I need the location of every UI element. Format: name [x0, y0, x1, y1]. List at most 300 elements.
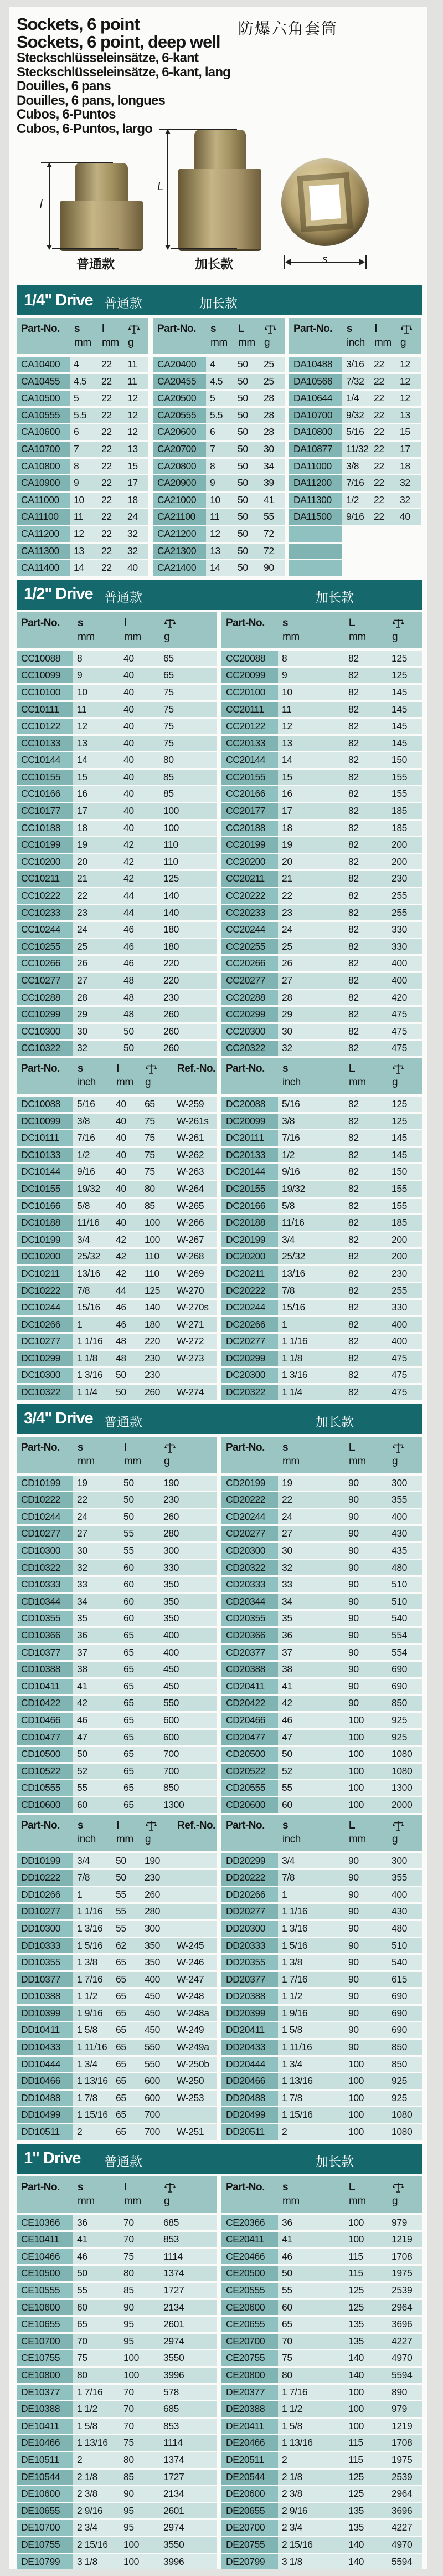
value-cell: 16: [278, 786, 344, 802]
table-row: [17, 526, 148, 542]
part-number-cell: DC10155: [17, 1181, 73, 1197]
part-number-cell: DC10200: [17, 1249, 73, 1264]
value-cell: 23: [73, 905, 120, 921]
part-number-cell: CD10466: [17, 1713, 73, 1728]
value-cell: 400: [388, 1317, 422, 1333]
value-cell: 700: [141, 2124, 173, 2140]
value-cell: 1 1/8: [73, 1351, 112, 1366]
value-cell: 7/32: [342, 374, 370, 390]
scale-icon: [164, 618, 176, 629]
value-cell: 5.5: [206, 408, 234, 423]
value-cell: 19/32: [73, 1181, 112, 1197]
part-number-cell: DC10144: [17, 1164, 73, 1180]
value-cell: 75: [159, 736, 217, 751]
column-unit: inch: [78, 1833, 96, 1845]
value-cell: 12: [278, 719, 344, 734]
value-cell: 155: [388, 786, 422, 802]
column-unit: g: [264, 337, 270, 349]
value-cell: 65: [112, 2040, 141, 2055]
table-row: [153, 493, 285, 508]
value-cell: 27: [73, 973, 120, 989]
value-cell: 400: [159, 1628, 217, 1643]
value-cell: 82: [344, 888, 388, 904]
value-cell: W-248: [173, 1989, 217, 2004]
value-cell: 1: [278, 1887, 344, 1903]
part-number-cell: CD20422: [222, 1696, 278, 1711]
table-row: [17, 2124, 217, 2140]
part-number-cell: DC20244: [222, 1300, 278, 1315]
part-number-cell: CE10700: [17, 2334, 73, 2349]
section-label-normal: 普通款: [104, 296, 142, 310]
table-row: [222, 1764, 422, 1779]
part-number-cell: DC10099: [17, 1114, 73, 1129]
value-cell: 3/4: [73, 1853, 112, 1869]
value-cell: 38: [73, 1662, 120, 1677]
value-cell: 29: [73, 1007, 120, 1022]
value-cell: 145: [388, 1148, 422, 1163]
part-number-cell: CC20200: [222, 854, 278, 870]
value-cell: 40: [120, 685, 159, 700]
value-cell: 11: [73, 702, 120, 718]
value-cell: 230: [159, 1492, 217, 1508]
part-number-cell: CE20366: [222, 2215, 278, 2231]
section-title: 1/2" Drive: [24, 585, 93, 603]
part-number-cell: DD10411: [17, 2022, 73, 2038]
table-row: [17, 1972, 217, 1988]
column-header: l: [116, 1062, 119, 1074]
column-unit: mm: [74, 337, 91, 349]
value-cell: 5/16: [73, 1097, 112, 1112]
column-unit: g: [164, 1455, 170, 1467]
value-cell: 1374: [159, 2266, 217, 2281]
part-number-cell: CC10111: [17, 702, 73, 718]
part-number-cell: DD20466: [222, 2073, 278, 2089]
value-cell: 40: [112, 1097, 141, 1112]
parts-table: [17, 1437, 217, 1815]
value-cell: 3/4: [73, 1232, 112, 1248]
drive-section: [17, 2144, 422, 2571]
value-cell: W-261s: [173, 1114, 217, 1129]
value-cell: 100: [344, 2107, 388, 2123]
value-cell: 13: [70, 544, 97, 559]
value-cell: 38: [278, 1662, 344, 1677]
value-cell: 350: [141, 1938, 173, 1954]
parts-table: [222, 1815, 422, 2142]
table-row: [222, 2452, 422, 2468]
section-label-deep: 加长款: [199, 296, 238, 310]
value-cell: 19: [73, 837, 120, 853]
value-cell: 100: [344, 2215, 388, 2231]
value-cell: 300: [388, 1853, 422, 1869]
value-cell: 24: [73, 1509, 120, 1525]
figure-label-deep: 加长款: [195, 257, 233, 271]
table-row: [222, 905, 422, 921]
part-number-cell: DC10166: [17, 1199, 73, 1214]
value-cell: 690: [388, 1662, 422, 1677]
value-cell: 7/16: [278, 1130, 344, 1146]
table-row: [17, 1594, 217, 1610]
ref-line-bottom-deep: [171, 248, 237, 249]
value-cell: 3550: [159, 2537, 217, 2553]
value-cell: 600: [159, 1730, 217, 1745]
value-cell: 13: [206, 544, 234, 559]
value-cell: 110: [159, 837, 217, 853]
weight-column-header: [159, 616, 217, 631]
value-cell: 32: [396, 475, 421, 491]
value-cell: 21: [278, 871, 344, 887]
value-cell: 85: [120, 2470, 159, 2485]
value-cell: 52: [73, 1764, 120, 1779]
value-cell: 2 9/16: [73, 2503, 120, 2519]
table-row: [222, 2503, 422, 2519]
table-row: [222, 1181, 422, 1197]
table-header: [17, 318, 148, 354]
table-row: [222, 2283, 422, 2298]
drive-section: [17, 580, 422, 1402]
table-row: [17, 1713, 217, 1728]
value-cell: 1 15/16: [73, 2107, 112, 2123]
section-title: 3/4" Drive: [24, 1410, 93, 1428]
value-cell: 1 9/16: [278, 2006, 344, 2021]
value-cell: 65: [120, 1764, 159, 1779]
value-cell: 55: [73, 2283, 120, 2298]
column-unit: mm: [78, 2195, 95, 2207]
table-row: [222, 2368, 422, 2383]
parts-table: [222, 612, 422, 1058]
value-cell: 65: [141, 1097, 173, 1112]
value-cell: 4.5: [206, 374, 234, 390]
part-number-cell: CC20100: [222, 685, 278, 700]
table-row: [17, 2073, 217, 2089]
value-cell: 1 1/2: [73, 2401, 120, 2417]
value-cell: 90: [344, 1696, 388, 1711]
value-cell: 850: [159, 1780, 217, 1796]
part-number-cell: CC20177: [222, 803, 278, 819]
part-number-cell: CD20377: [222, 1645, 278, 1661]
value-cell: 1 1/2: [278, 2401, 344, 2417]
table-row: [222, 2124, 422, 2140]
value-cell: [173, 1870, 217, 1886]
value-cell: W-249: [173, 2022, 217, 2038]
value-cell: 40: [120, 651, 159, 667]
value-cell: 41: [73, 2232, 120, 2247]
table-row: [17, 2435, 217, 2451]
value-cell: 19: [278, 1476, 344, 1491]
table-row: [17, 736, 217, 751]
value-cell: 9/16: [342, 509, 370, 525]
value-cell: 82: [344, 702, 388, 718]
value-cell: 42: [112, 1249, 141, 1264]
column-unit: [17, 1455, 73, 1468]
column-header: l: [124, 1441, 127, 1453]
part-number-cell: CA20700: [153, 442, 206, 457]
part-number-cell: CC20088: [222, 651, 278, 667]
value-cell: 82: [344, 854, 388, 870]
value-cell: 2: [73, 2124, 112, 2140]
value-cell: 82: [344, 1317, 388, 1333]
value-cell: 350: [159, 1594, 217, 1610]
value-cell: 145: [388, 736, 422, 751]
value-cell: 22: [97, 374, 123, 390]
value-cell: 20: [73, 854, 120, 870]
value-cell: 1708: [388, 2435, 422, 2451]
value-cell: 70: [120, 2401, 159, 2417]
table-row: [17, 2232, 217, 2247]
value-cell: 90: [344, 2006, 388, 2021]
column-unit: mm: [282, 2195, 300, 2207]
table-row: [17, 2107, 217, 2123]
value-cell: 28: [260, 408, 285, 423]
table-row: [17, 1368, 217, 1383]
table-row: [222, 2300, 422, 2316]
value-cell: 6: [206, 424, 234, 440]
part-number-cell: DC10244: [17, 1300, 73, 1315]
value-cell: 75: [159, 719, 217, 734]
part-number-cell: CC10100: [17, 685, 73, 700]
table-row: [17, 1024, 217, 1039]
value-cell: 40: [112, 1199, 141, 1214]
table-row: [153, 544, 285, 559]
weight-column-header: [159, 2180, 217, 2195]
part-number-cell: CC10099: [17, 668, 73, 683]
dim-L-label: L: [157, 181, 164, 193]
value-cell: 1 11/16: [73, 2040, 112, 2055]
value-cell: 1 3/8: [278, 1955, 344, 1970]
value-cell: 75: [141, 1130, 173, 1146]
part-number-cell: CD10500: [17, 1747, 73, 1762]
table-row: [222, 752, 422, 768]
value-cell: 34: [260, 459, 285, 474]
value-cell: 1 15/16: [278, 2107, 344, 2123]
table-row: [222, 837, 422, 853]
value-cell: 82: [344, 1114, 388, 1129]
part-number-cell: DE20799: [222, 2554, 278, 2570]
table-row: [17, 1249, 217, 1264]
table-row: [222, 1249, 422, 1264]
value-cell: 11: [206, 509, 234, 525]
value-cell: 145: [388, 719, 422, 734]
figure-label-normal: 普通款: [76, 257, 115, 271]
table-row: [222, 1713, 422, 1728]
part-number-cell: DE10511: [17, 2452, 73, 2468]
value-cell: 540: [388, 1611, 422, 1626]
value-cell: 554: [388, 1645, 422, 1661]
value-cell: 80: [141, 1181, 173, 1197]
value-cell: 85: [120, 2283, 159, 2298]
parts-table: [17, 318, 148, 577]
table-row: [17, 1148, 217, 1163]
part-number-cell: DD20499: [222, 2107, 278, 2123]
table-row: [222, 2554, 422, 2570]
value-cell: 100: [344, 1764, 388, 1779]
table-row: [222, 2470, 422, 2485]
value-cell: 400: [388, 1509, 422, 1525]
part-number-cell: CE10800: [17, 2368, 73, 2383]
value-cell: 4970: [388, 2537, 422, 2553]
value-cell: 13: [73, 736, 120, 751]
value-cell: 10: [278, 685, 344, 700]
table-row: [222, 939, 422, 955]
value-cell: W-249a: [173, 2040, 217, 2055]
value-cell: 50: [234, 526, 260, 542]
value-cell: 65: [112, 2022, 141, 2038]
table-row: [222, 1696, 422, 1711]
part-number-cell: CD20244: [222, 1509, 278, 1525]
value-cell: 42: [73, 1696, 120, 1711]
column-unit: mm: [282, 631, 300, 643]
column-unit: inch: [78, 1076, 96, 1088]
value-cell: 24: [73, 922, 120, 938]
part-number-cell: CE20755: [222, 2350, 278, 2366]
value-cell: 2 3/4: [278, 2520, 344, 2536]
value-cell: 50: [120, 1509, 159, 1525]
value-cell: 32: [123, 544, 148, 559]
table-row: [222, 2022, 422, 2038]
column-unit: [173, 1076, 217, 1089]
scale-icon: [164, 2183, 176, 2194]
column-header: L: [349, 1062, 356, 1074]
value-cell: 22: [97, 509, 123, 525]
value-cell: 3/8: [73, 1114, 112, 1129]
value-cell: 48: [112, 1351, 141, 1366]
value-cell: 30: [278, 1024, 344, 1039]
value-cell: 2539: [388, 2283, 422, 2298]
table-row: [17, 905, 217, 921]
table-row: [17, 1887, 217, 1903]
table-row: [17, 1797, 217, 1813]
table-row: [222, 770, 422, 785]
value-cell: 80: [120, 2266, 159, 2281]
value-cell: 450: [159, 1679, 217, 1694]
value-cell: 46: [120, 956, 159, 971]
value-cell: 1 7/16: [73, 2385, 120, 2400]
column-unit: g: [145, 1833, 151, 1845]
value-cell: 3996: [159, 2368, 217, 2383]
value-cell: 90: [344, 1577, 388, 1592]
value-cell: 28: [260, 391, 285, 406]
column-header: s: [282, 1062, 289, 1074]
part-number-cell: DD20222: [222, 1870, 278, 1886]
part-number-cell: DC20188: [222, 1215, 278, 1231]
value-cell: 40: [396, 509, 421, 525]
table-row: [17, 2401, 217, 2417]
value-cell: 2: [73, 2452, 120, 2468]
table-group: [17, 2176, 422, 2571]
value-cell: 82: [344, 1181, 388, 1197]
value-cell: 2 1/8: [73, 2470, 120, 2485]
part-number-cell: CC10188: [17, 821, 73, 836]
column-header: s: [74, 323, 80, 335]
value-cell: 90: [344, 1904, 388, 1919]
value-cell: 125: [344, 2300, 388, 2316]
value-cell: 135: [344, 2317, 388, 2332]
value-cell: 20: [278, 854, 344, 870]
part-number-cell: CD10277: [17, 1526, 73, 1541]
value-cell: 65: [159, 651, 217, 667]
value-cell: 60: [120, 1594, 159, 1610]
value-cell: 1374: [159, 2452, 217, 2468]
value-cell: 1 13/16: [278, 2073, 344, 2089]
table-row: [17, 1215, 217, 1231]
value-cell: 25: [260, 357, 285, 372]
table-row: [17, 391, 148, 406]
value-cell: 3/8: [342, 459, 370, 474]
value-cell: 50: [278, 1747, 344, 1762]
table-row: [17, 493, 148, 508]
table-row: [222, 1097, 422, 1112]
part-number-cell: CC20133: [222, 736, 278, 751]
part-number-cell: DD20300: [222, 1921, 278, 1937]
value-cell: 925: [388, 2091, 422, 2106]
table-row: [17, 509, 148, 525]
value-cell: 90: [344, 1662, 388, 1677]
value-cell: 82: [344, 803, 388, 819]
value-cell: 40: [112, 1148, 141, 1163]
value-cell: 82: [344, 1249, 388, 1264]
table-row: [17, 424, 148, 440]
scale-icon: [128, 324, 140, 335]
value-cell: 1727: [159, 2283, 217, 2298]
value-cell: 41: [73, 1679, 120, 1694]
column-header: s: [210, 323, 217, 335]
value-cell: 1: [73, 1317, 112, 1333]
value-cell: 578: [159, 2385, 217, 2400]
value-cell: 22: [97, 391, 123, 406]
part-number-cell: CD20277: [222, 1526, 278, 1541]
weight-column-header: [388, 1062, 422, 1076]
scale-icon: [264, 324, 276, 335]
table-row: [222, 668, 422, 683]
part-number-cell: CE10500: [17, 2266, 73, 2281]
value-cell: 8: [278, 651, 344, 667]
value-cell: W-272: [173, 1334, 217, 1349]
value-cell: 82: [344, 939, 388, 955]
value-cell: 90: [344, 1645, 388, 1661]
value-cell: 46: [112, 1300, 141, 1315]
value-cell: 260: [159, 1041, 217, 1056]
value-cell: 5: [70, 391, 97, 406]
column-unit: mm: [124, 2195, 141, 2207]
value-cell: 40: [120, 821, 159, 836]
subtitle-fr-2: Douilles, 6 pans, longues: [17, 93, 166, 108]
value-cell: 850: [388, 2040, 422, 2055]
value-cell: 100: [344, 2419, 388, 2434]
table-row: [17, 1645, 217, 1661]
table-row: [17, 1334, 217, 1349]
table-row: [222, 1560, 422, 1576]
value-cell: 1 5/8: [278, 2419, 344, 2434]
value-cell: 40: [123, 560, 148, 576]
table-row: [222, 854, 422, 870]
value-cell: 32: [396, 493, 421, 508]
value-cell: 40: [120, 719, 159, 734]
value-cell: 90: [344, 1628, 388, 1643]
value-cell: 22: [73, 1492, 120, 1508]
table-header: [222, 1815, 422, 1851]
part-number-cell: DE20411: [222, 2419, 278, 2434]
table-row: [222, 2435, 422, 2451]
value-cell: 50: [234, 391, 260, 406]
part-number-cell: DE10655: [17, 2503, 73, 2519]
value-cell: 82: [344, 922, 388, 938]
value-cell: 40: [120, 668, 159, 683]
value-cell: 41: [278, 2232, 344, 2247]
value-cell: 435: [388, 1543, 422, 1559]
table-row: [222, 1283, 422, 1299]
table-row: [222, 803, 422, 819]
value-cell: 85: [159, 786, 217, 802]
part-number-cell: CD10366: [17, 1628, 73, 1643]
